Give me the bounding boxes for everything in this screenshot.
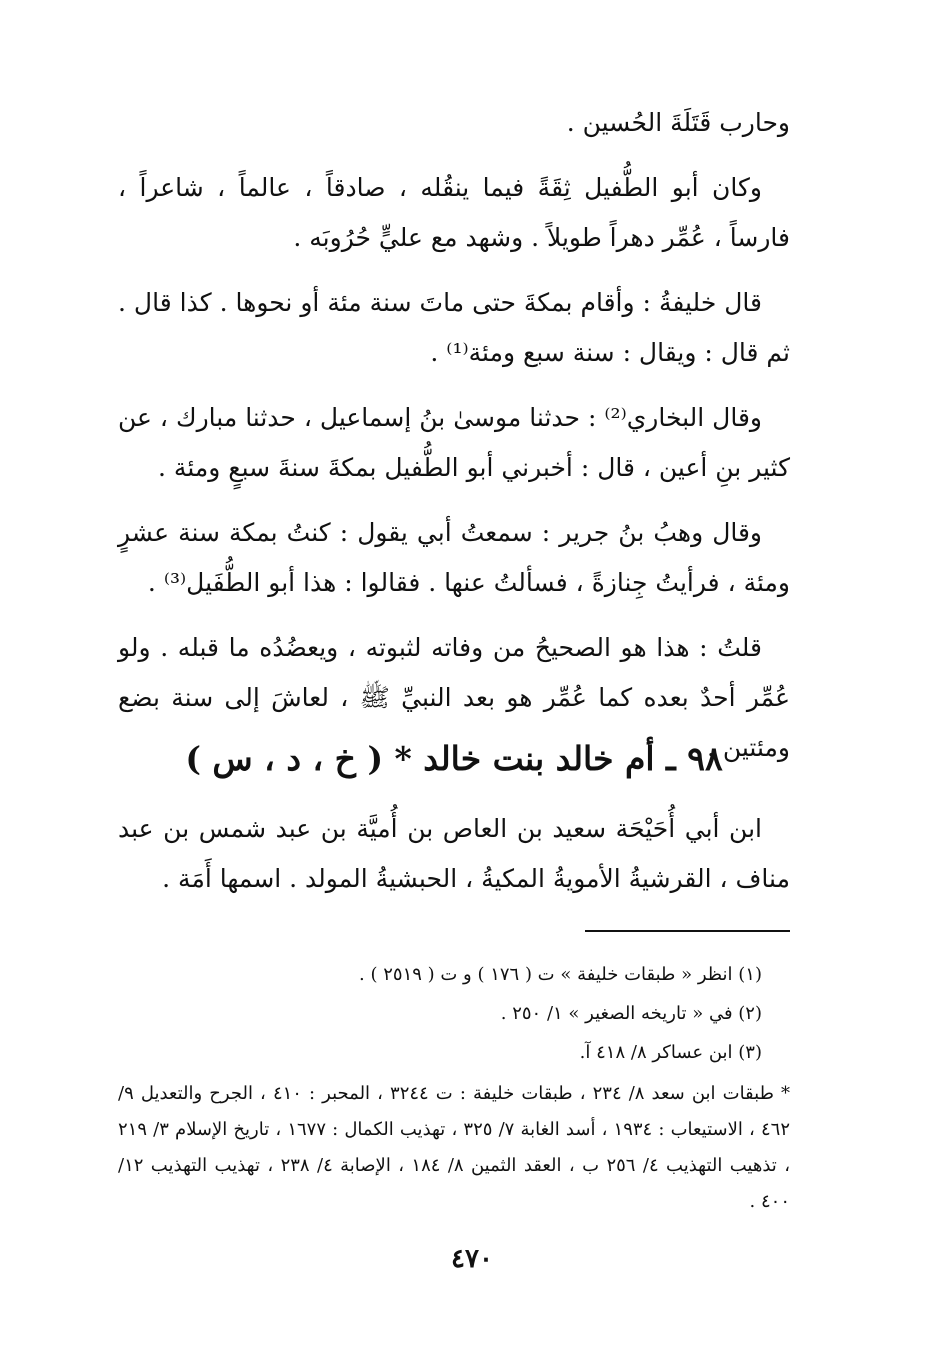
source-references: * طبقات ابن سعد ٨/ ٢٣٤ ، طبقات خليفة : ت ٣٢٤٤ ، المحبر : ٤١٠ ، الجرح والتعديل ٩/ ٤٦٢ ، الاستيعاب : ١٩٣٤ ، أسد الغابة ٧/ ٣٢٥ ، تهذيب الكمال : ١٦٧٧ ، تاريخ الإسلام ٣/ ٢١٩ ، تذهيب التهذيب ٤/ ٢٥٦ ب ، العقد الثمين ٨/ ١٨٤ ، الإصابة ٤/ ٢٣٨ ، تهذيب التهذيب ١٢/ ٤٠٠ . — [118, 1083, 791, 1212]
paragraph: وقال البخاري⁽²⁾ : حدثنا موسىٰ بنُ إسماعيل ، حدثنا مبارك ، عن كثير بنِ أعين ، قال : أخبرني أبو الطُّفيل بمكةَ سنةَ سبعٍ ومئة . — [118, 403, 790, 482]
entry-paragraph: ابن أبي أُحَيْحَة سعيد بن العاص بن أُميَّة بن عبد شمس بن عبد مناف ، القرشيةُ الأمويةُ المكيةُ ، الحبشيةُ المولد . اسمها أَمَة . — [118, 814, 790, 893]
paragraph: قلتُ : هذا هو الصحيحُ من وفاته لثبوته ، ويعضُدُه ما قبله . ولو عُمِّر أحدٌ بعده كما عُمِّر هو بعد النبيِّ ﷺ ، لعاشَ إلى سنة بضع ومئتين . — [118, 633, 790, 762]
footnote-divider — [585, 930, 790, 932]
entry-heading: ٩٨ ـ أم خالد بنت خالد * ( خ ، د ، س ) — [185, 739, 723, 778]
footnote-1: (١) انظر « طبقات خليفة » ت ( ١٧٦ ) و ت ( ٢٥١٩ ) . — [359, 964, 762, 985]
paragraph: قال خليفةُ : وأقام بمكةَ حتى ماتَ سنة مئة أو نحوها . كذا قال . ثم قال : ويقال : سنة سبع ومئة⁽¹⁾ . — [118, 288, 790, 367]
page-number: ٤٧٠ — [451, 1244, 493, 1274]
paragraph: وحارب قَتَلَةَ الحُسين . — [566, 108, 790, 137]
footnote-3: (٣) ابن عساكر ٨/ ٤١٨ آ. — [579, 1042, 762, 1063]
footnotes — [118, 955, 790, 1220]
footnote-2: (٢) في « تاريخه الصغير » ١/ ٢٥٠ . — [500, 1003, 762, 1024]
paragraph: وكان أبو الطُّفيل ثِقَةً فيما ينقُله ، صادقاً ، عالماً ، شاعراً ، فارساً ، عُمِّر دهراً طويلاً . وشهد مع عليٍّ حُرُوبَه . — [118, 173, 790, 252]
main-text — [118, 98, 790, 788]
paragraph: وقال وهبُ بنُ جرير : سمعتُ أبي يقول : كنتُ بمكة سنة عشرٍ ومئة ، فرأيتُ جِنازةً ، فسألتُ عنها . فقالوا : هذا أبو الطُّفَيل⁽³⁾ . — [118, 518, 790, 597]
